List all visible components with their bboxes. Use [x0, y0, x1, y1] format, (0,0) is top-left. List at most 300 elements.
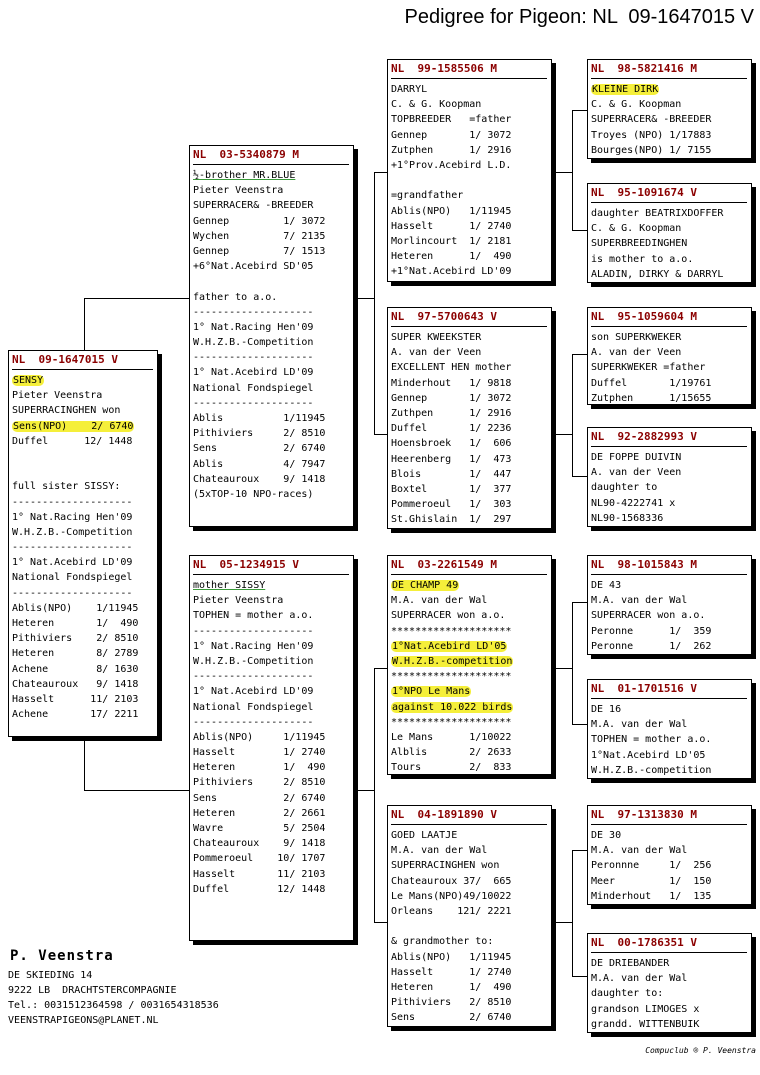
pedigree-line: [12, 601, 153, 616]
pedigree-line-text: TOPBREEDER =father: [391, 114, 512, 126]
pedigree-line-text: St.Ghislain 1/ 297: [391, 514, 512, 526]
pedigree-line: [591, 858, 747, 873]
pedigree-line-text: M.A. van der Wal: [391, 845, 488, 857]
pedigree-line: [193, 320, 349, 335]
pigeon-card-sire-dam: [387, 307, 552, 529]
divider: [193, 164, 349, 165]
pedigree-line-text: W.H.Z.B.-Competition: [193, 337, 314, 349]
connector: [572, 850, 588, 851]
pedigree-line: [391, 112, 547, 127]
pedigree-line-text: 1° Nat.Acebird LD'09: [12, 557, 133, 569]
pigeon-card-ddd: [587, 933, 752, 1033]
pedigree-line-text: SUPERRACER& -BREEDER: [591, 114, 712, 126]
ring-number: NL 95-1091674 V: [591, 186, 697, 199]
pedigree-line: [391, 654, 547, 669]
connector: [374, 922, 388, 923]
pedigree-line-text: Morlincourt 1/ 2181: [391, 235, 512, 247]
pedigree-line: [391, 745, 547, 760]
divider: [591, 824, 747, 825]
pedigree-line-text: SUPERKWEKER =father: [591, 362, 706, 374]
pigeon-card-sire-sire: [387, 59, 552, 282]
pedigree-line-text: Gennep 1/ 3072: [391, 129, 512, 141]
pedigree-line-text: DE CHAMP 49: [392, 580, 459, 591]
page-title: Pedigree for Pigeon: NL 09-1647015 V: [404, 6, 754, 28]
pedigree-line: [591, 143, 747, 158]
pedigree-line: [591, 252, 747, 267]
pedigree-line: [391, 173, 547, 188]
pedigree-line: [391, 234, 547, 249]
pedigree-line: [391, 1010, 547, 1025]
connector: [374, 172, 375, 434]
pedigree-line-text: Meer 1/ 150: [591, 875, 712, 887]
divider: [591, 574, 747, 575]
pedigree-line: [12, 403, 153, 418]
connector: [572, 230, 588, 231]
divider: [391, 574, 547, 575]
pedigree-line-text: W.H.Z.B.-Competition: [193, 655, 314, 667]
connector: [84, 736, 85, 790]
pedigree-line-text: SUPERBREEDINGHEN: [591, 238, 688, 250]
pigeon-card-ssd: [587, 183, 752, 283]
connector: [374, 172, 388, 173]
pedigree-line: [391, 360, 547, 375]
pedigree-line: [193, 654, 349, 669]
pigeon-card-dam-dam: [387, 805, 552, 1027]
pedigree-line: [591, 267, 747, 282]
pedigree-line: [193, 426, 349, 441]
pedigree-line-text: Pithiviers 2/ 8510: [193, 428, 326, 440]
ring-number: NL 04-1891890 V: [391, 808, 497, 821]
pedigree-line-text: SUPERRACER& -BREEDER: [193, 200, 314, 212]
pigeon-card-sdd: [587, 427, 752, 527]
pedigree-line: [591, 112, 747, 127]
divider: [591, 698, 747, 699]
pedigree-line: [391, 143, 547, 158]
ring-number: NL 05-1234915 V: [193, 558, 299, 571]
pedigree-line: [193, 867, 349, 882]
pedigree-line-text: DE 30: [591, 830, 622, 841]
pedigree-line: [193, 198, 349, 213]
pedigree-line-text: KLEINE DIRK: [592, 84, 659, 95]
pedigree-line: [193, 836, 349, 851]
pedigree-line: [591, 345, 747, 360]
pedigree-line: [591, 97, 747, 112]
pedigree-line-text: Ablis(NPO) 1/11945: [193, 731, 326, 743]
pedigree-line-text: National Fondspiegel: [12, 572, 133, 584]
pedigree-line: [12, 662, 153, 677]
pedigree-line: [591, 578, 747, 593]
pedigree-line-text: Hasselt 11/ 2103: [193, 868, 326, 880]
pedigree-line: [12, 464, 153, 479]
divider: [591, 326, 747, 327]
pedigree-line-text: Zuthpen 1/ 2916: [391, 407, 512, 419]
pedigree-line: [391, 512, 547, 527]
pedigree-line: [12, 373, 153, 388]
pedigree-line: [12, 586, 153, 601]
pedigree-line-text: Minderhout 1/ 135: [591, 890, 712, 902]
pedigree-line: [193, 851, 349, 866]
pedigree-line-text: Heerenberg 1/ 473: [391, 453, 512, 465]
ring-number: NL 95-1059604 M: [591, 310, 697, 323]
pedigree-line: [193, 183, 349, 198]
pedigree-line-text: Heteren 2/ 2661: [193, 807, 326, 819]
connector: [84, 298, 190, 299]
pedigree-line: [391, 639, 547, 654]
pedigree-line: [391, 684, 547, 699]
pedigree-line-text: Heteren 1/ 490: [12, 618, 139, 629]
pedigree-line-text: Alblis 2/ 2633: [391, 747, 512, 759]
pedigree-line-text: Duffel 12/ 1448: [12, 435, 133, 447]
pigeon-card-dss: [587, 555, 752, 655]
divider: [12, 369, 153, 370]
pedigree-line: [193, 259, 349, 274]
pedigree-line: [591, 450, 747, 465]
pedigree-line-text: 1°NPO Le Mans: [392, 686, 471, 698]
pedigree-line-text: Boxtel 1/ 377: [391, 483, 512, 495]
pedigree-line: [391, 934, 547, 949]
pedigree-line-text: Pieter Veenstra: [193, 185, 284, 197]
pedigree-line-text: Achene 17/ 2211: [12, 709, 139, 721]
pedigree-line: [591, 1002, 747, 1017]
pigeon-card-subject: [8, 350, 158, 737]
pedigree-line-text: Ablis(NPO) 1/11945: [391, 951, 512, 963]
pedigree-line-text: 1° Nat.Racing Hen'09: [12, 511, 133, 523]
pedigree-line-text: Peronne 1/ 262: [591, 640, 712, 652]
pedigree-line-text: National Fondspiegel: [193, 382, 314, 394]
pedigree-line: [391, 330, 547, 345]
ring-number: NL 99-1585506 M: [391, 62, 497, 75]
pedigree-line: [591, 639, 747, 654]
pedigree-line-text: Chateauroux 9/ 1418: [12, 678, 139, 690]
pedigree-line: [391, 158, 547, 173]
pedigree-line-text: Heteren 8/ 2789: [12, 648, 139, 660]
pedigree-line: [591, 702, 747, 717]
pedigree-line-text: Sens 2/ 6740: [193, 443, 326, 455]
pedigree-line: [391, 669, 547, 684]
connector: [572, 354, 573, 476]
pedigree-line-text: M.A. van der Wal: [591, 845, 688, 857]
pedigree-line: [193, 335, 349, 350]
pedigree-line: [391, 82, 547, 97]
pedigree-line-text: Minderhout 1/ 9818: [391, 377, 512, 389]
pedigree-line: [193, 274, 349, 289]
pedigree-line-text: SUPERRACER won a.o.: [391, 610, 506, 622]
pedigree-line-text: DE DRIEBANDER: [591, 958, 670, 969]
owner-name: P. Veenstra: [10, 948, 114, 964]
pedigree-line: [391, 965, 547, 980]
pedigree-line-text: Zutphen 1/ 2916: [391, 144, 512, 156]
pigeon-card-dsd: [587, 679, 752, 779]
pedigree-line: [12, 388, 153, 403]
pedigree-line-text: --------------------: [193, 716, 314, 728]
pedigree-line-text: Chateauroux 9/ 1418: [193, 838, 326, 850]
pedigree-line: [193, 472, 349, 487]
pedigree-line-text: Wavre 5/ 2504: [193, 823, 326, 834]
pedigree-line-text: Chateauroux 37/ 665: [391, 875, 512, 887]
connector: [374, 434, 388, 435]
pedigree-line: [591, 608, 747, 623]
divider: [193, 574, 349, 575]
pedigree-line-text: Duffel 1/ 2236: [391, 423, 512, 435]
pedigree-line-text: EXCELLENT HEN mother: [391, 362, 512, 374]
pedigree-line-text: Peronnne 1/ 256: [591, 860, 712, 872]
pedigree-line-text: M.A. van der Wal: [591, 719, 688, 731]
pedigree-line: [591, 128, 747, 143]
pedigree-line: [391, 188, 547, 203]
pedigree-line: [591, 889, 747, 904]
pedigree-line: [12, 449, 153, 464]
pedigree-line: [591, 732, 747, 747]
pedigree-line-text: Hasselt 1/ 2740: [391, 966, 512, 978]
pedigree-line-text: Heteren 1/ 490: [193, 762, 326, 774]
pedigree-line-text: --------------------: [193, 306, 314, 318]
pedigree-line-text: Sens 2/ 6740: [193, 792, 326, 804]
pedigree-line: [193, 365, 349, 380]
divider: [591, 446, 747, 447]
pedigree-line: [12, 479, 153, 494]
pedigree-line-text: W.H.Z.B.-Competition: [12, 526, 133, 538]
connector: [551, 922, 572, 923]
pedigree-line: [193, 715, 349, 730]
pedigree-line: [193, 305, 349, 320]
divider: [591, 202, 747, 203]
connector: [374, 668, 388, 669]
connector: [572, 354, 588, 355]
owner-email: VEENSTRAPIGEONS@PLANET.NL: [8, 1015, 159, 1026]
pedigree-line: [591, 480, 747, 495]
pedigree-line: [12, 525, 153, 540]
pedigree-line-text: son SUPERKWEKER: [591, 332, 682, 343]
pedigree-line-text: full sister SISSY:: [12, 481, 121, 493]
ring-number: NL 03-5340879 M: [193, 148, 299, 161]
pedigree-line-text: Gennep 1/ 3072: [193, 215, 326, 227]
ring-number: NL 97-1313830 M: [591, 808, 697, 821]
pedigree-line: [391, 608, 547, 623]
pedigree-line-text: A. van der Veen: [391, 347, 482, 359]
pedigree-line: [391, 889, 547, 904]
pedigree-line-text: (5xTOP-10 NPO-races): [193, 488, 314, 500]
pedigree-line: [12, 495, 153, 510]
pedigree-line-text: Achene 8/ 1630: [12, 663, 139, 675]
pedigree-line-text: TOPHEN = mother a.o.: [591, 734, 712, 746]
pedigree-line-text: GOED LAATJE: [391, 830, 458, 841]
pedigree-line-text: Peronne 1/ 359: [591, 625, 712, 637]
pedigree-line: [12, 540, 153, 555]
pedigree-line: [193, 760, 349, 775]
pedigree-line-text: Bourges(NPO) 1/ 7155: [591, 144, 712, 156]
pedigree-line-text: ********************: [391, 671, 512, 683]
pedigree-line-text: Wychen 7/ 2135: [193, 230, 326, 242]
divider: [391, 824, 547, 825]
ring-number: NL 03-2261549 M: [391, 558, 497, 571]
pedigree-line: [391, 874, 547, 889]
pedigree-line-text: DE 16: [591, 704, 622, 715]
pedigree-line: [12, 510, 153, 525]
pedigree-line: [391, 995, 547, 1010]
pedigree-line: [391, 828, 547, 843]
pedigree-line-text: Pieter Veenstra: [12, 390, 103, 402]
pedigree-line: [193, 290, 349, 305]
pedigree-line-text: W.H.Z.B.-competition: [392, 655, 513, 667]
pedigree-line-text: --------------------: [12, 542, 133, 554]
pedigree-line: [391, 624, 547, 639]
connector: [353, 790, 374, 791]
pedigree-line: [591, 236, 747, 251]
pedigree-line: [193, 700, 349, 715]
pedigree-line: [193, 608, 349, 623]
pedigree-line-text: 1°Nat.Acebird LD'05: [591, 749, 706, 761]
connector: [84, 790, 190, 791]
pedigree-line: [591, 624, 747, 639]
pedigree-line: [12, 570, 153, 585]
pedigree-line: [391, 467, 547, 482]
pedigree-line: [391, 452, 547, 467]
pedigree-line: [193, 775, 349, 790]
pedigree-line: [391, 376, 547, 391]
pedigree-line-text: & grandmother to:: [391, 936, 494, 948]
pedigree-line: [193, 593, 349, 608]
pedigree-line-text: SUPER KWEEKSTER: [391, 332, 482, 343]
pedigree-line: [193, 684, 349, 699]
pedigree-line: [193, 624, 349, 639]
pedigree-line: [12, 616, 153, 631]
ring-number: NL 00-1786351 V: [591, 936, 697, 949]
pedigree-line-text: Le Mans 1/10022: [391, 731, 512, 743]
pedigree-line-text: Pithiviers 2/ 8510: [193, 777, 326, 789]
pedigree-line-text: DE 43: [591, 580, 622, 591]
divider: [391, 78, 547, 79]
pedigree-line-text: 1° Nat.Racing Hen'09: [193, 640, 314, 652]
pedigree-line-text: Gennep 1/ 3072: [391, 392, 512, 404]
connector: [551, 668, 572, 669]
pedigree-line-text: NL90-4222741 x: [591, 497, 676, 509]
pedigree-line-text: 1° Nat.Acebird LD'09: [193, 686, 314, 698]
pedigree-line-text: 1° Nat.Racing Hen'09: [193, 321, 314, 333]
pedigree-line: [591, 763, 747, 778]
pedigree-line-text: 1° Nat.Acebird LD'09: [193, 367, 314, 379]
pedigree-line-text: Ablis 4/ 7947: [193, 458, 326, 470]
pedigree-line: [391, 264, 547, 279]
pedigree-line-text: --------------------: [193, 671, 314, 683]
pedigree-line: [193, 441, 349, 456]
pedigree-line-text: DE FOPPE DUIVIN: [591, 452, 682, 463]
connector: [551, 434, 572, 435]
pedigree-line: [391, 760, 547, 775]
pedigree-line: [591, 511, 747, 526]
pedigree-line: [193, 745, 349, 760]
pigeon-card-sire: [189, 145, 354, 527]
pedigree-line-text: C. & G. Koopman: [591, 223, 682, 235]
pedigree-line-text: Ablis(NPO) 1/11945: [12, 602, 139, 614]
connector: [572, 602, 588, 603]
pedigree-line-text: National Fondspiegel: [193, 701, 314, 713]
pedigree-line: [193, 244, 349, 259]
pedigree-line: [193, 457, 349, 472]
pedigree-line: [391, 391, 547, 406]
pedigree-line: [193, 791, 349, 806]
pigeon-card-sds: [587, 307, 752, 405]
pedigree-line: [12, 707, 153, 722]
pedigree-line-text: against 10.022 birds: [392, 701, 513, 713]
pedigree-line: [12, 434, 153, 449]
pedigree-line-text: grandson LIMOGES x: [591, 1003, 700, 1015]
pedigree-line: [193, 639, 349, 654]
pedigree-line-text: Sens(NPO) 2/ 6740: [13, 420, 134, 432]
pedigree-line-text: Hasselt 11/ 2103: [12, 693, 139, 705]
connector: [572, 724, 588, 725]
pedigree-line: [12, 555, 153, 570]
ring-number: NL 98-5821416 M: [591, 62, 697, 75]
pedigree-line: [591, 971, 747, 986]
pedigree-line-text: +1°Prov.Acebird L.D.: [391, 159, 512, 171]
pedigree-line: [391, 482, 547, 497]
pedigree-line-text: Hoensbroek 1/ 606: [391, 438, 512, 450]
pedigree-line: [12, 646, 153, 661]
pedigree-line-text: --------------------: [193, 625, 314, 637]
pedigree-line: [591, 593, 747, 608]
pedigree-line-text: C. & G. Koopman: [591, 99, 682, 111]
pedigree-line: [193, 821, 349, 836]
pedigree-line-text: Ablis 1/11945: [193, 413, 326, 424]
pedigree-line: [391, 730, 547, 745]
owner-city: 9222 LB DRACHTSTERCOMPAGNIE: [8, 985, 177, 996]
pedigree-line: [591, 843, 747, 858]
divider: [591, 952, 747, 953]
pedigree-line-text: Pithiviers 2/ 8510: [391, 997, 512, 1009]
pigeon-card-dam-sire: [387, 555, 552, 775]
pedigree-line: [193, 396, 349, 411]
pedigree-line-text: +1°Nat.Acebird LD'09: [391, 266, 512, 278]
pedigree-line: [12, 419, 153, 434]
pedigree-line: [193, 578, 349, 593]
pedigree-line: [591, 1017, 747, 1032]
pedigree-line: [591, 376, 747, 391]
pedigree-line: [591, 391, 747, 405]
pigeon-card-dam: [189, 555, 354, 941]
pedigree-line: [591, 717, 747, 732]
pedigree-line-text: SENSY: [13, 375, 44, 386]
connector: [572, 110, 573, 230]
pedigree-line-text: Blois 1/ 447: [391, 468, 512, 480]
pedigree-line-text: daughter to:: [591, 988, 664, 1000]
pedigree-line: [12, 677, 153, 692]
pedigree-line: [12, 692, 153, 707]
pedigree-line-text: Tours 2/ 833: [391, 762, 512, 774]
pedigree-line-text: is mother to a.o.: [591, 253, 694, 265]
pedigree-line-text: TOPHEN = mother a.o.: [193, 610, 314, 622]
pedigree-line: [391, 700, 547, 715]
pedigree-line-text: SUPERRACINGHEN won: [12, 405, 121, 417]
pedigree-line: [591, 748, 747, 763]
pedigree-line: [591, 956, 747, 971]
pedigree-line-text: Duffel 12/ 1448: [193, 883, 326, 895]
connector: [572, 850, 573, 976]
pedigree-line-text: Pommeroeul 10/ 1707: [193, 853, 326, 865]
pedigree-line-text: C. & G. Koopman: [391, 99, 482, 111]
pedigree-line-text: Hasselt 1/ 2740: [193, 747, 326, 759]
pedigree-line: [591, 82, 747, 97]
pedigree-line-text: SUPERRACINGHEN won: [391, 860, 500, 872]
pedigree-line: [193, 411, 349, 426]
pedigree-line-text: +6°Nat.Acebird SD'05: [193, 261, 314, 273]
pedigree-line: [391, 593, 547, 608]
pedigree-line-text: daughter to: [591, 482, 658, 494]
connector: [374, 668, 375, 922]
pedigree-line-text: Pieter Veenstra: [193, 595, 284, 607]
pedigree-line: [591, 986, 747, 1001]
pedigree-line-text: A. van der Veen: [591, 347, 682, 359]
pedigree-line: [391, 128, 547, 143]
